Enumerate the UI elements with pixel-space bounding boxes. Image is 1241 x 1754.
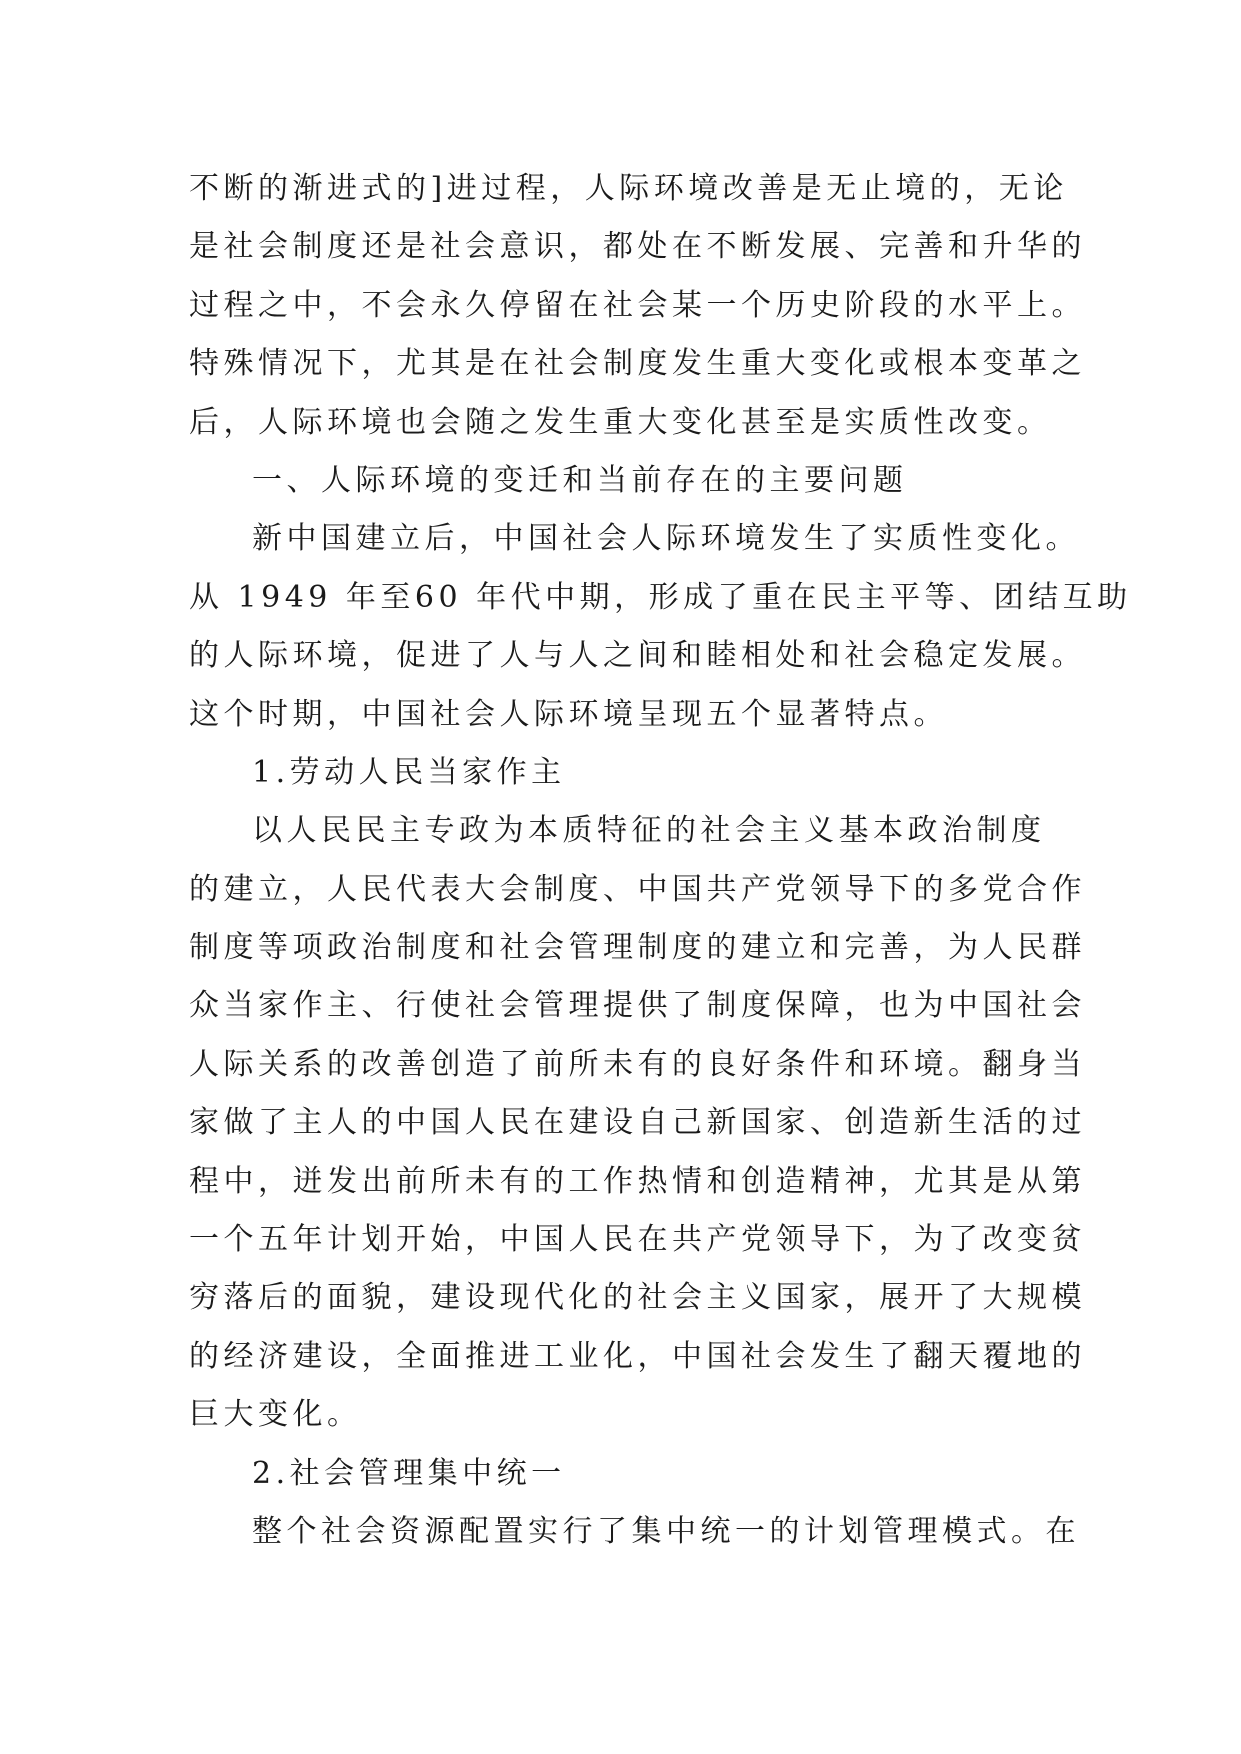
text-line: 巨大变化。 bbox=[189, 1397, 362, 1433]
text-line: 这个时期，中国社会人际环境呈现五个显著特点。 bbox=[189, 696, 948, 732]
section-heading: 1.劳动人民当家作主 bbox=[252, 754, 566, 790]
text-line: 新中国建立后，中国社会人际环境发生了实质性变化。 bbox=[252, 521, 1080, 557]
text-line: 制度等项政治制度和社会管理制度的建立和完善，为人民群 bbox=[189, 930, 1086, 966]
text-line: 的经济建设，全面推进工业化，中国社会发生了翻天覆地的 bbox=[189, 1338, 1086, 1374]
text-line: 一个五年计划开始，中国人民在共产党领导下，为了改变贫 bbox=[189, 1222, 1086, 1258]
text-line: 程中，迸发出前所未有的工作热情和创造精神，尤其是从第 bbox=[189, 1163, 1086, 1199]
text-line: 穷落后的面貌，建设现代化的社会主义国家，展开了大规模 bbox=[189, 1280, 1086, 1316]
text-line: 特殊情况下，尤其是在社会制度发生重大变化或根本变革之 bbox=[189, 346, 1086, 382]
document-body bbox=[189, 160, 1132, 1561]
text-line: 以人民民主专政为本质特征的社会主义基本政治制度 bbox=[252, 813, 1046, 849]
section-heading: 2.社会管理集中统一 bbox=[252, 1455, 566, 1491]
text-line: 是社会制度还是社会意识，都处在不断发展、完善和升华的 bbox=[189, 229, 1086, 265]
text-line: 的人际环境，促进了人与人之间和睦相处和社会稳定发展。 bbox=[189, 638, 1086, 674]
text-line: 不断的渐进式的]进过程，人际环境改善是无止境的，无论 bbox=[189, 171, 1068, 206]
section-heading: 一、人际环境的变迁和当前存在的主要问题 bbox=[252, 462, 908, 498]
text-line: 后，人际环境也会随之发生重大变化甚至是实质性改变。 bbox=[189, 404, 1052, 440]
text-line: 家做了主人的中国人民在建设自己新国家、创造新生活的过 bbox=[189, 1105, 1086, 1141]
text-line: 整个社会资源配置实行了集中统一的计划管理模式。在 bbox=[252, 1513, 1080, 1549]
text-line: 人际关系的改善创造了前所未有的良好条件和环境。翻身当 bbox=[189, 1046, 1086, 1082]
text-line: 从 1949 年至60 年代中期，形成了重在民主平等、团结互助 bbox=[189, 579, 1132, 615]
text-line: 的建立，人民代表大会制度、中国共产党领导下的多党合作 bbox=[189, 871, 1086, 907]
text-line: 众当家作主、行使社会管理提供了制度保障，也为中国社会 bbox=[189, 988, 1086, 1024]
text-line: 过程之中，不会永久停留在社会某一个历史阶段的水平上。 bbox=[189, 287, 1086, 323]
